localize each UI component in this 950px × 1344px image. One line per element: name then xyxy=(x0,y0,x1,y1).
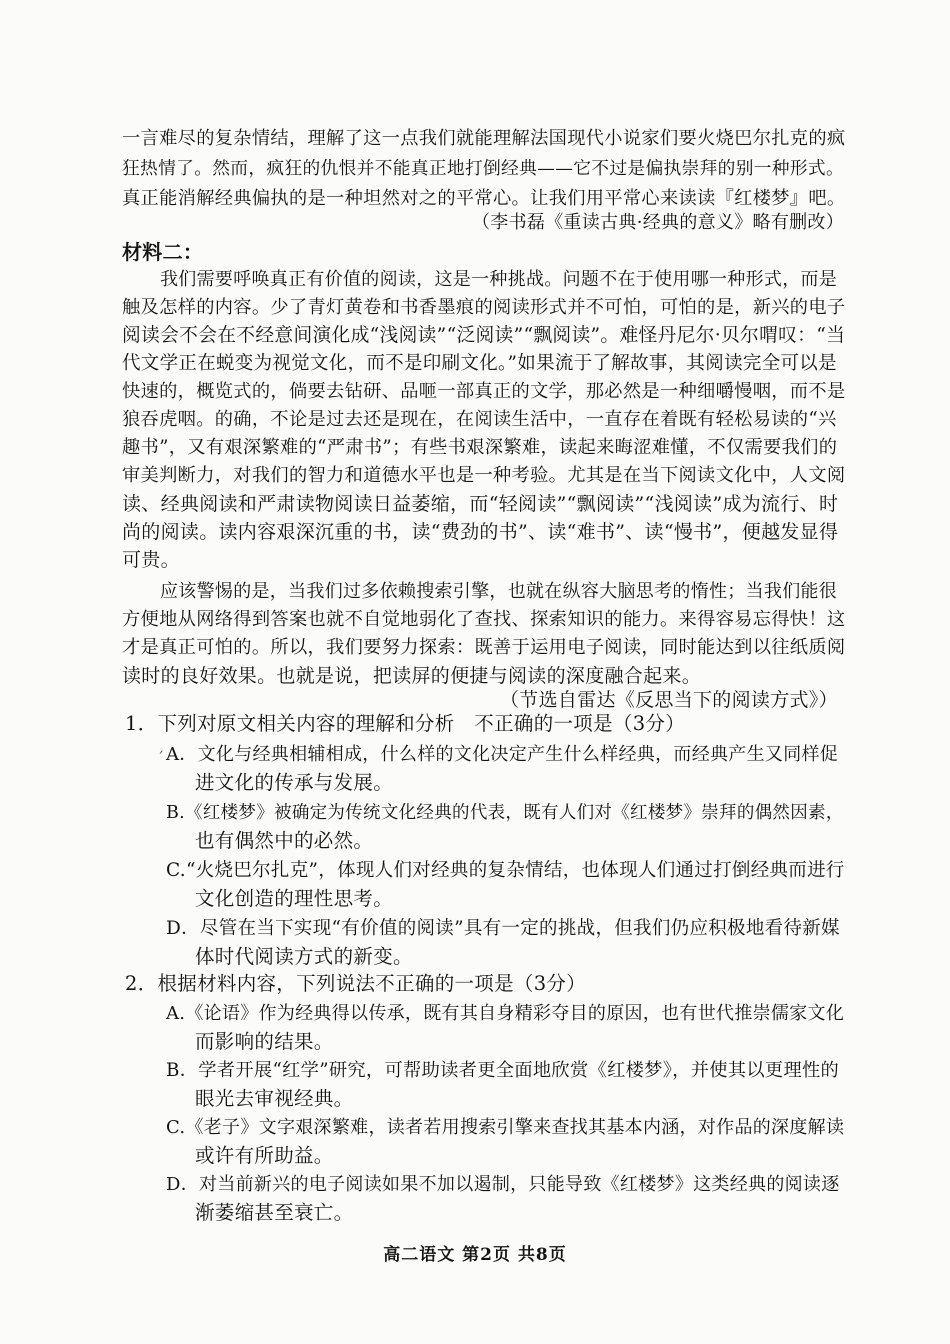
material2-line: 趣书”，又有艰深繁难的“严肃书”；有些书艰深繁难，读起来晦涩难懂，不仅需要我们的 xyxy=(122,437,838,458)
material2-line: 方便地从网络得到答案也就不自觉地弱化了查找、探索知识的能力。来得容易忘得快！这 xyxy=(122,609,846,630)
material2-line: 代文学正在蜕变为视觉文化，而不是印刷文化。”如果流于了解故事，其阅读完全可以是 xyxy=(122,353,837,374)
material2-line: 可贵。 xyxy=(122,549,180,571)
question2-option-b-cont: 眼光去审视经典。 xyxy=(195,1087,354,1110)
material2-line: 读、经典阅读和严肃读物阅读日益萎缩，而“轻阅读”“飘阅读”“浅阅读”成为流行、时 xyxy=(122,493,839,515)
question1-option-a-cont: 进文化的传承与发展。 xyxy=(195,771,394,794)
material2-line: 阅读会不会在不经意间演化成“浅阅读”“泛阅读”“飘阅读”。难怪丹尼尔·贝尔喟叹：“当 xyxy=(122,325,846,346)
material2-line: 尚的阅读。读内容艰深沉重的书，读“费劲的书”、读“难书”、读“慢书”，便越发显得 xyxy=(122,521,839,543)
question2-stem: 2．根据材料内容，下列说法不正确的一项是（3分） xyxy=(125,972,587,995)
question1-option-a: A．文化与经典相辅相成，什么样的文化决定产生什么样经典，而经典产生又同样促 xyxy=(166,744,839,765)
material1-line: 真正能消解经典偏执的是一种坦然对之的平常心。让我们用平常心来读读『红楼梦』吧。 xyxy=(122,188,846,209)
question2-option-c: C.《老子》文字艰深繁难，读者若用搜索引擎来查找其基本内涵，对作品的深度解读 xyxy=(166,1117,845,1138)
question2-option-d: D．对当前新兴的电子阅读如果不加以遏制，只能导致《红楼梦》这类经典的阅读逐 xyxy=(166,1174,840,1195)
question1-option-c-cont: 文化创造的理性思考。 xyxy=(195,887,394,910)
question2-option-d-cont: 渐萎缩甚至衰亡。 xyxy=(195,1201,354,1224)
material2-line: 才是真正可怕的。所以，我们要努力探索：既善于运用电子阅读，同时能达到以往纸质阅 xyxy=(122,637,846,658)
material2-heading: 材料二： xyxy=(122,240,204,264)
question2-option-c-cont: 或许有所助益。 xyxy=(195,1144,334,1167)
material1-line: 一言难尽的复杂情结，理解了这一点我们就能理解法国现代小说家们要火烧巴尔扎克的疯 xyxy=(122,128,846,149)
question2-option-a-cont: 而影响的结果。 xyxy=(195,1030,334,1053)
material2-line: 快速的，概览式的，倘要去钻研、品咂一部真正的文学，那必然是一种细嚼慢咽，而不是 xyxy=(122,381,846,402)
material2-line: 应该警惕的是，当我们过多依赖搜索引擎，也就在纵容大脑思考的惰性；当我们能很 xyxy=(160,581,838,602)
material1-source: （李书磊《重读古典·经典的意义》略有删改） xyxy=(472,212,845,233)
pen-mark: ˏ xyxy=(157,738,164,754)
page-footer: 高二语文 第2页 共8页 xyxy=(383,1245,567,1265)
material2-line: 读时的良好效果。也就是说，把读屏的便捷与阅读的深度融合起来。 xyxy=(122,665,702,687)
question1-option-d-cont: 体时代阅读方式的新变。 xyxy=(195,945,413,968)
material2-line: 审美判断力，对我们的智力和道德水平也是一种考验。尤其是在当下阅读文化中，人文阅 xyxy=(122,465,846,486)
material2-line: 触及怎样的内容。少了青灯黄卷和书香墨痕的阅读形式并不可怕，可怕的是，新兴的电子 xyxy=(122,297,846,318)
question2-option-b: B．学者开展“红学”研究，可帮助读者更全面地欣赏《红楼梦》，并使其以更理性的 xyxy=(166,1060,840,1081)
question1-option-c: C.“火烧巴尔扎克”，体现人们对经典的复杂情结，也体现人们通过打倒经典而进行 xyxy=(166,860,845,881)
question2-option-a: A.《论语》作为经典得以传承，既有其自身精彩夺目的原因，也有世代推崇儒家文化 xyxy=(166,1003,845,1024)
question1-option-b-cont: 也有偶然中的必然。 xyxy=(195,829,374,852)
question1-stem: 1．下列对原文相关内容的理解和分析 不正确的一项是（3分） xyxy=(125,712,686,735)
question1-option-b: B.《红楼梦》被确定为传统文化经典的代表，既有人们对《红楼梦》崇拜的偶然因素， xyxy=(166,803,844,823)
material2-source: （节选自雷达《反思当下的阅读方式》） xyxy=(500,689,838,711)
question1-option-d: D．尽管在当下实现“有价值的阅读”具有一定的挑战，但我们仍应积极地看待新媒 xyxy=(166,918,840,939)
material1-line: 狂热情了。然而，疯狂的仇恨并不能真正地打倒经典——它不过是偏执崇拜的别一种形式。 xyxy=(122,159,845,179)
material2-line: 狼吞虎咽。的确，不论是过去还是现在，在阅读生活中，一直存在着既有轻松易读的“兴 xyxy=(122,409,837,430)
material2-line: 我们需要呼唤真正有价值的阅读，这是一种挑战。问题不在于使用哪一种形式，而是 xyxy=(160,269,838,290)
